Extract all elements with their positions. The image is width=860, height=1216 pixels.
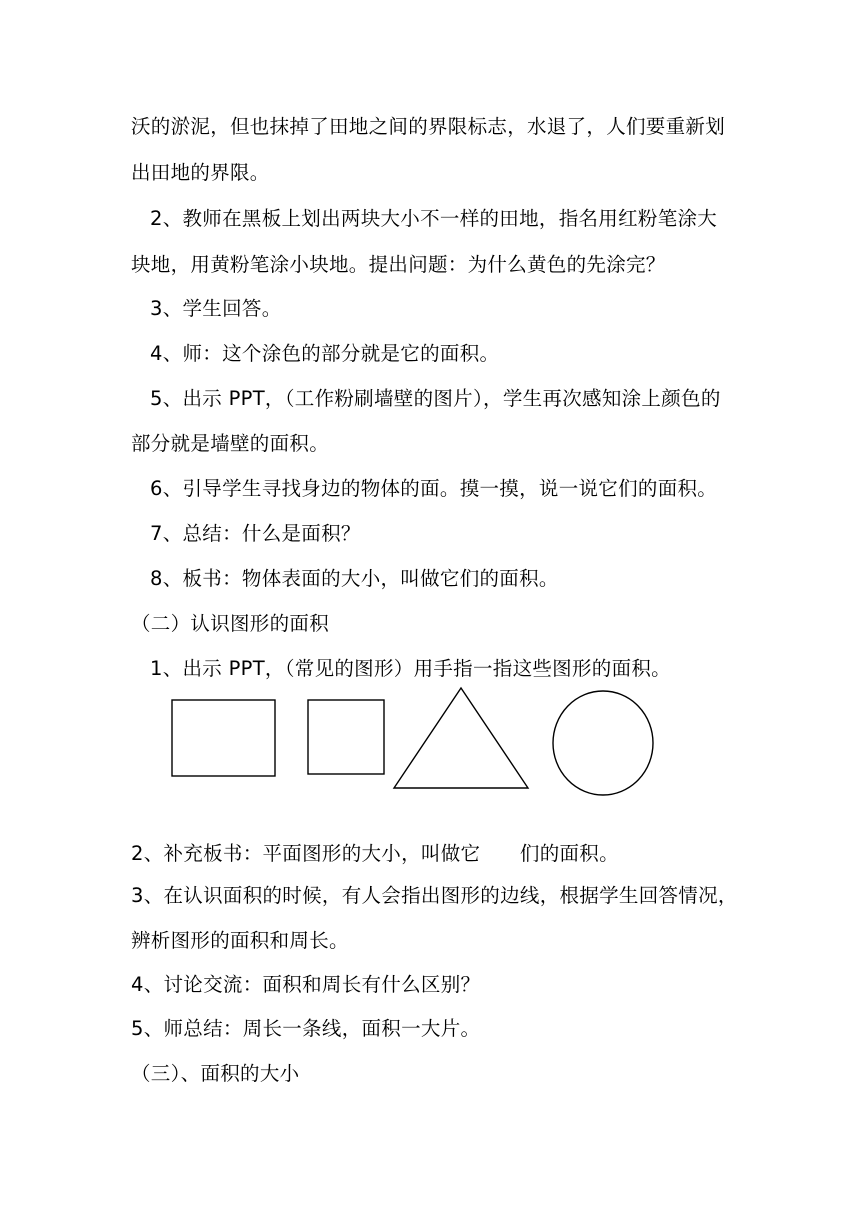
- text-line-13: 1、出示 PPT，（常见的图形）用手指一指这些图形的面积。: [150, 657, 671, 680]
- text-line-10: 7、总结：什么是面积？: [150, 522, 361, 545]
- text-line-17: 4、讨论交流：面积和周长有什么区别？: [131, 973, 481, 996]
- text-line-14: 2、补充板书：平面图形的大小，叫做它 们的面积。: [131, 842, 619, 865]
- text-line-15: 3、在认识面积的时候，有人会指出图形的边线，根据学生回答情况，: [131, 884, 738, 907]
- text-line-3: 2、教师在黑板上划出两块大小不一样的田地，指名用红粉笔涂大: [150, 207, 718, 230]
- text-line-2: 出田地的界限。: [131, 161, 270, 184]
- text-line-6: 4、师：这个涂色的部分就是它的面积。: [150, 342, 500, 365]
- text-line-16: 辨析图形的面积和周长。: [131, 929, 349, 952]
- triangle-shape: [394, 688, 528, 788]
- section-heading-2: （二）认识图形的面积: [131, 612, 330, 635]
- text-line-5: 3、学生回答。: [150, 297, 282, 320]
- circle-shape: [553, 691, 653, 795]
- section-heading-3: （三）、面积的大小: [131, 1062, 300, 1085]
- square-shape: [308, 700, 384, 774]
- text-line-9: 6、引导学生寻找身边的物体的面。摸一摸，说一说它们的面积。: [150, 477, 718, 500]
- text-line-7: 5、出示 PPT，（工作粉刷墙壁的图片），学生再次感知涂上颜色的: [150, 387, 721, 410]
- rectangle-shape: [172, 700, 275, 776]
- text-line-4: 块地，用黄粉笔涂小块地。提出问题：为什么黄色的先涂完？: [131, 253, 666, 276]
- text-line-8: 部分就是墙壁的面积。: [131, 432, 330, 455]
- text-line-1: 沃的淤泥，但也抹掉了田地之间的界限标志，水退了，人们要重新划: [131, 115, 726, 138]
- text-line-18: 5、师总结：周长一条线，面积一大片。: [131, 1017, 481, 1040]
- text-line-11: 8、板书：物体表面的大小，叫做它们的面积。: [150, 567, 559, 590]
